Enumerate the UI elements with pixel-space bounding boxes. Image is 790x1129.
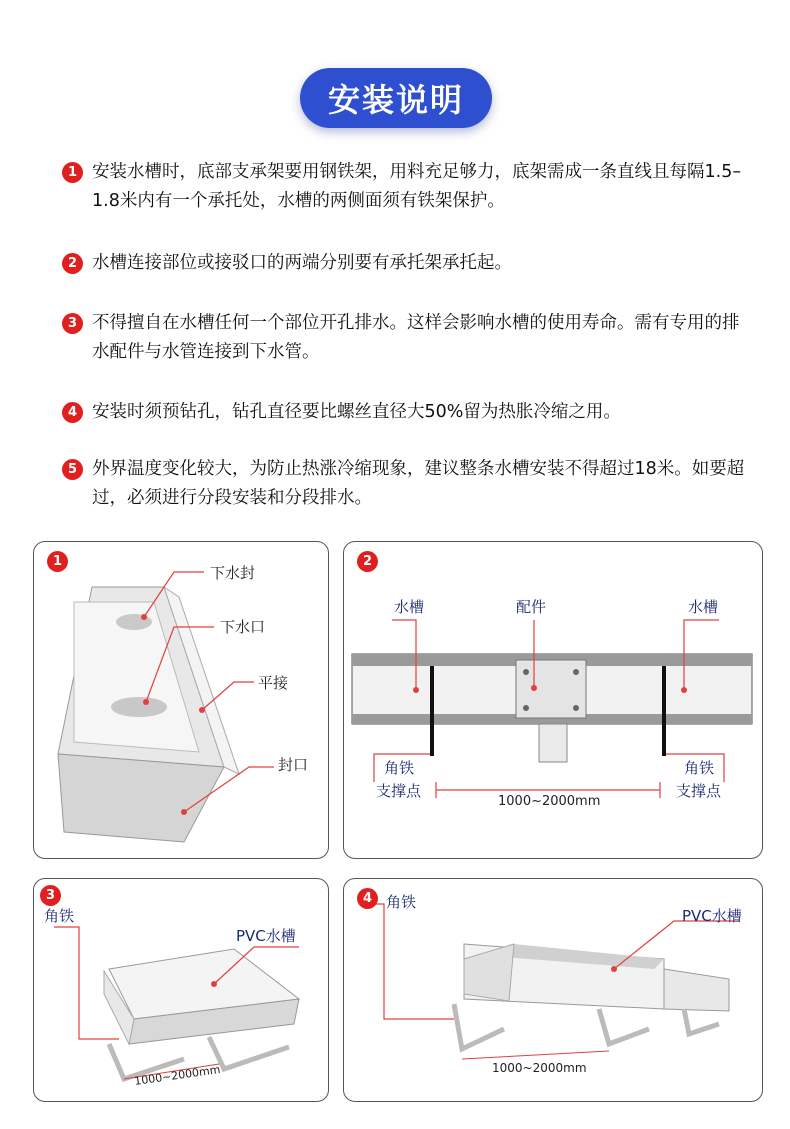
connection-illustration (344, 542, 762, 858)
instruction-text: 安装水槽时，底部支承架要用钢铁架，用料充足够力，底架需成一条直线且每隔1.5–1.8米内有一个承托处，水槽的两侧面须有铁架保护。 (92, 162, 742, 211)
label-angle-iron-left: 角铁 (384, 759, 415, 777)
instruction-text: 外界温度变化较大，为防止热涨冷缩现象，建议整条水槽安装不得超过18米。如要超过，必须进行分段安装和分段排水。 (92, 459, 745, 508)
instruction-2 (62, 249, 752, 278)
instruction-4 (62, 398, 752, 427)
label-drain-seal: 下水封 (210, 564, 256, 582)
badge-4: 4 (62, 402, 83, 423)
dimension-label: 1000~2000mm (492, 1061, 587, 1075)
panel-badge: 1 (47, 551, 68, 572)
badge-5: 5 (62, 459, 83, 480)
label-fitting: 配件 (516, 598, 547, 616)
label-end-cap: 封口 (278, 756, 309, 774)
badge-2: 2 (62, 253, 83, 274)
label-pvc-gutter: PVC水槽 (236, 927, 296, 945)
page-title: 安装说明 (300, 68, 492, 128)
instruction-text: 安装时须预钻孔，钻孔直径要比螺丝直径大50%留为热胀冷缩之用。 (92, 402, 621, 422)
instruction-5 (62, 455, 752, 513)
label-drain-outlet: 下水口 (220, 618, 266, 636)
panel-badge: 3 (40, 885, 61, 906)
label-angle-iron: 角铁 (44, 907, 75, 925)
label-angle-iron: 角铁 (386, 893, 417, 911)
panel-badge: 2 (357, 551, 378, 572)
panel-bracket-install (33, 878, 329, 1102)
dimension-label: 1000~2000mm (498, 794, 601, 809)
dimension-label: 1000~2000mm (133, 1063, 222, 1088)
instruction-3 (62, 309, 752, 367)
instruction-text: 不得擅自在水槽任何一个部位开孔排水。这样会影响水槽的使用寿命。需有专用的排水配件与水管连接到下水管。 (92, 313, 740, 362)
label-support-left: 支撑点 (376, 782, 422, 800)
label-support-right: 支撑点 (676, 782, 722, 800)
panel-connection-diagram (343, 541, 763, 859)
panel-badge: 4 (357, 888, 378, 909)
badge-3: 3 (62, 313, 83, 334)
badge-1: 1 (62, 162, 83, 183)
panel-gutter-detail (33, 541, 329, 859)
instruction-1 (62, 158, 752, 216)
label-gutter-right: 水槽 (688, 598, 719, 616)
instruction-text: 水槽连接部位或接驳口的两端分别要有承托架承托起。 (92, 253, 512, 273)
label-angle-iron-right: 角铁 (684, 759, 715, 777)
label-pvc-gutter: PVC水槽 (682, 907, 742, 925)
gutter-illustration (34, 542, 328, 858)
panel-bracket-spacing (343, 878, 763, 1102)
label-gutter-left: 水槽 (394, 598, 425, 616)
label-flat-joint: 平接 (258, 674, 289, 692)
